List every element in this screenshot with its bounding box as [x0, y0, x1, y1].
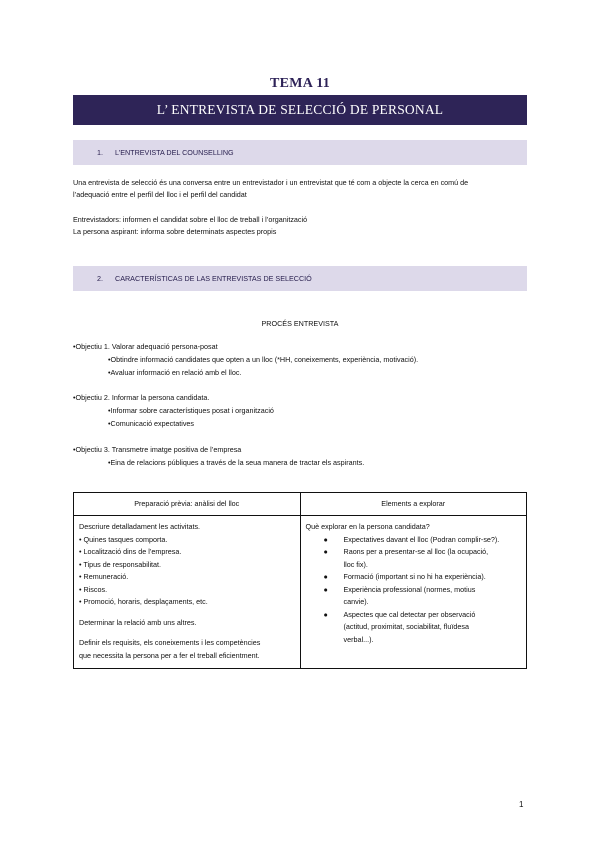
chapter-banner: L’ ENTREVISTA DE SELECCIÓ DE PERSONAL — [73, 95, 527, 125]
list-item: • Localització dins de l’empresa. — [79, 547, 182, 556]
list-item: • Riscos. — [79, 584, 108, 594]
objectiu-2-item: •Informar sobre característiques posat i organització — [108, 406, 274, 415]
list-item: ● Raons per a presentar-se al lloc (la ocupació, lloc fix). — [323, 547, 489, 569]
roles-paragraph — [73, 214, 527, 238]
section-1-title: L’ENTREVISTA DEL COUNSELLING — [115, 148, 234, 157]
entrevistadors-line: Entrevistadors: informen el candidat sobre el lloc de treball i l’organització — [73, 215, 308, 224]
preparation-table — [73, 492, 527, 669]
list-item: • Tipus de responsabilitat. — [79, 559, 162, 569]
requisits-line-1: Definir els requisits, els coneixements i les competències — [79, 638, 261, 647]
objectiu-1-item: •Obtindre informació candidates que opten a un lloc (*HH, coneixements, experiència, motivació). — [108, 355, 419, 364]
section-2-number: 2. — [97, 274, 103, 283]
bullet-icon: ● — [323, 547, 328, 556]
aspirant-line: La persona aspirant: informa sobre determinats aspectes propis — [73, 227, 277, 236]
list-item: ● Experiència professional (normes, motius canvie). — [323, 584, 476, 606]
left-column-header: Preparació prèvia: anàlisi del lloc — [74, 493, 301, 516]
left-column-cell — [74, 516, 301, 669]
relacio-line: Determinar la relació amb uns altres. — [79, 617, 197, 627]
list-item: • Quines tasques comporta. — [79, 534, 168, 544]
section-2-bar — [73, 266, 527, 291]
definition-line-1: Una entrevista de selecció és una conversa entre un entrevistador i un entrevistat que té com a objecte la cerca en comú de — [73, 178, 469, 187]
section-1-number: 1. — [97, 148, 103, 157]
explore-list — [306, 534, 522, 647]
right-intro: Què explorar en la persona candidata? — [305, 522, 430, 531]
objectiu-3-item: •Eina de relacions públiques a través de la seua manera de tractar els aspirants. — [108, 458, 365, 467]
objectiu-1-title: •Objectiu 1. Valorar adequació persona-posat — [73, 342, 218, 351]
left-intro: Descriure detalladament les activitats. — [79, 522, 201, 531]
objectiu-2-title: •Objectiu 2. Informar la persona candidata. — [73, 393, 210, 402]
bullet-icon: ● — [323, 534, 328, 544]
objectiu-2-item: •Comunicació expectatives — [108, 419, 195, 428]
section-1-bar — [73, 140, 527, 165]
list-item: ● Expectatives davant el lloc (Podran complir-se?). — [306, 534, 522, 547]
definition-paragraph — [73, 177, 527, 201]
definition-line-2: l’adequació entre el perfil del lloc i el perfil del candidat — [73, 190, 247, 199]
objectiu-3-title: •Objectiu 3. Transmetre imatge positiva de l’empresa — [73, 445, 242, 454]
page-number: 1 — [519, 800, 524, 809]
bullet-icon: ● — [323, 584, 328, 594]
proces-title: PROCÉS ENTREVISTA — [261, 319, 339, 328]
bullet-icon: ● — [323, 609, 328, 619]
right-column-cell — [300, 516, 527, 669]
requisits-line-2: que necessita la persona per a fer el treball eficientment. — [79, 650, 260, 660]
list-item: ● Formació (important si no hi ha experiència). — [306, 571, 522, 584]
list-item: ● Aspectes que cal detectar per observació (actitud, proximitat, sociabilitat, fluïdesa verbal...). — [323, 609, 476, 644]
bullet-icon: ● — [323, 572, 328, 581]
objectiu-1-item: •Avaluar informació en relació amb el lloc. — [108, 368, 242, 377]
tema-title: TEMA 11 — [269, 76, 331, 91]
section-2-title: CARACTERÍSTICAS DE LAS ENTREVISTAS DE SELECCIÓ — [115, 274, 312, 283]
list-item: • Promoció, horaris, desplaçaments, etc. — [79, 597, 208, 606]
list-item: • Remuneració. — [79, 572, 129, 581]
right-column-header: Elements a explorar — [300, 493, 527, 516]
